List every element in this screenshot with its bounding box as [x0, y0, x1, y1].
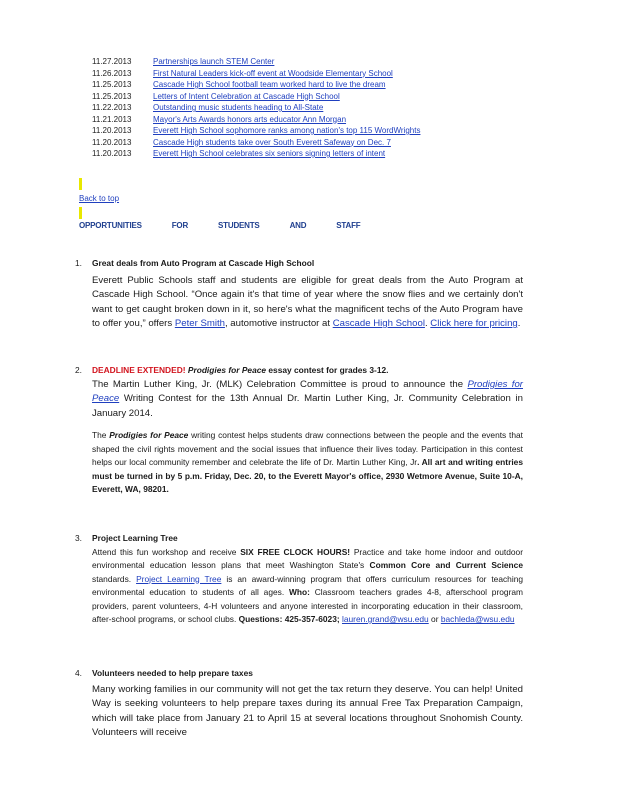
- heading-word: AND: [289, 221, 307, 230]
- text: .: [424, 318, 431, 329]
- peter-smith-link[interactable]: Peter Smith: [174, 318, 225, 329]
- item-number: 3.: [75, 533, 82, 543]
- item-paragraph: [92, 546, 523, 627]
- news-date: 11.20.2013: [92, 149, 132, 158]
- section-heading: [79, 221, 390, 230]
- title-text: essay contest for grades 3-12.: [266, 365, 389, 375]
- news-row: [92, 79, 420, 91]
- news-row: [92, 91, 420, 103]
- news-date: 11.20.2013: [92, 137, 132, 147]
- news-date: 11.25.2013: [92, 91, 132, 101]
- news-link[interactable]: Outstanding music students heading to All-State: [153, 103, 324, 112]
- news-link[interactable]: Cascade High School football team worked hard to live the dream: [153, 80, 386, 89]
- item-paragraph: [92, 429, 523, 497]
- text: 425-357-6023;: [282, 614, 340, 624]
- opportunity-item: [75, 667, 523, 741]
- contest-name: Prodigies for Peace: [109, 430, 189, 440]
- heading-word: STUDENTS: [218, 221, 260, 230]
- news-link[interactable]: Letters of Intent Celebration at Cascade High School: [153, 91, 340, 101]
- news-row: [92, 114, 420, 126]
- text: The: [92, 430, 110, 440]
- text: SIX FREE CLOCK HOURS!: [240, 546, 351, 557]
- news-date: 11.20.2013: [92, 126, 132, 135]
- item-title: Project Learning Tree: [92, 533, 178, 543]
- heading-word: STAFF: [336, 221, 361, 230]
- text: writing contest helps students draw connections between the people and the events that shaped the civil rights movement and the social issues that influence their lives today. Participation in this contest helps our local community remember and celebrate the life of Dr. Martin Luther King, Jr: [92, 430, 523, 467]
- opportunity-item: [75, 364, 523, 497]
- deadline-details: . All art and writing entries must be turned in by 5 p.m. Friday, Dec. 20, to the Everett Mayor's office, 2930 Wetmore Avenue, Suite 10-A, Everett, WA, 98201.: [92, 457, 523, 494]
- email-link-lauren[interactable]: lauren.grand@wsu.edu: [341, 614, 429, 624]
- heading-word: OPPORTUNITIES: [79, 221, 142, 230]
- news-date: 11.26.2013: [92, 68, 132, 78]
- opportunity-item: [75, 532, 523, 627]
- item-paragraph: [92, 274, 523, 332]
- item-number: 1.: [75, 258, 82, 268]
- item-title: Volunteers needed to help prepare taxes: [92, 668, 253, 678]
- highlight-marker: [79, 178, 82, 190]
- news-date: 11.21.2013: [92, 114, 132, 124]
- news-date: 11.22.2013: [92, 103, 132, 112]
- deadline-label: DEADLINE EXTENDED!: [92, 365, 186, 375]
- text: Writing Contest for the 13th Annual Dr. Martin Luther King, Jr. Community Celebration in January 2014.: [92, 393, 523, 419]
- news-row: [92, 125, 420, 137]
- heading-word: FOR: [171, 221, 189, 230]
- item-title: Great deals from Auto Program at Cascade High School: [92, 258, 315, 268]
- text: , automotive instructor at: [224, 318, 333, 329]
- text: Who:: [288, 587, 310, 597]
- text: Classroom teachers grades 4-8, afterschool program providers, parent volunteers, 4-H volunteers and anyone interested in incorporating education in their classroom, after-school programs, or school clubs.: [92, 587, 523, 624]
- text: Practice and take home indoor and outdoor environmental education lesson plans that meet Washington State's: [92, 546, 523, 570]
- news-row: [92, 68, 420, 80]
- news-link[interactable]: First Natural Leaders kick-off event at Woodside Elementary School: [153, 68, 393, 78]
- text: standards.: [92, 573, 137, 584]
- opportunity-item: [75, 257, 523, 332]
- contest-name: Prodigies for Peace: [187, 365, 267, 375]
- text: Everett Public Schools staff and students are eligible for great deals from the Auto Program at Cascade High School. “Once again it's that time of year where the snow flies and we certainly don't want to get caught broken down in it, so here's what the magnificent techs of the Auto Program have to offer you,” offers: [92, 274, 523, 329]
- news-link[interactable]: Everett High School celebrates six seniors signing letters of intent: [153, 149, 386, 158]
- news-date: 11.27.2013: [92, 57, 132, 66]
- news-row: [92, 148, 420, 160]
- news-list: [92, 56, 420, 160]
- pricing-link[interactable]: Click here for pricing: [430, 318, 518, 329]
- text: Questions:: [238, 614, 283, 624]
- item-number: 4.: [75, 668, 82, 678]
- text: or: [428, 614, 441, 624]
- news-link[interactable]: Partnerships launch STEM Center: [153, 57, 275, 66]
- text: .: [517, 318, 521, 329]
- news-link[interactable]: Cascade High students take over South Everett Safeway on Dec. 7: [153, 137, 391, 147]
- news-link[interactable]: Everett High School sophomore ranks among nation's top 115 WordWrights: [153, 126, 421, 135]
- prodigies-for-peace-link[interactable]: Prodigies for Peace: [92, 378, 523, 404]
- text: Attend this fun workshop and receive: [92, 546, 241, 557]
- news-row: [92, 56, 420, 68]
- item-number: 2.: [75, 365, 82, 375]
- item-title: [92, 364, 523, 378]
- item-paragraph: [92, 378, 523, 422]
- text: is an award-winning program that offers curriculum resources for teaching environmental education to students of all ages.: [92, 573, 524, 597]
- news-row: [92, 102, 420, 114]
- news-row: [92, 137, 420, 149]
- item-paragraph: Many working families in our community will not get the tax return they deserve. You can help! United Way is seeking volunteers to help prepare taxes during its annual Free Tax Preparation Campaign, which will take place from January 21 to April 15 at several locations throughout Snohomish County. Volunteers will receive: [92, 683, 523, 738]
- news-link[interactable]: Mayor's Arts Awards honors arts educator Ann Morgan: [153, 114, 347, 124]
- highlight-marker: [79, 207, 82, 219]
- cascade-high-school-link[interactable]: Cascade High School: [332, 318, 425, 329]
- back-to-top-link[interactable]: Back to top: [79, 194, 120, 203]
- back-to-top-link-wrap: [79, 194, 119, 203]
- email-link-bachleda[interactable]: bachleda@wsu.edu: [440, 614, 515, 624]
- news-date: 11.25.2013: [92, 80, 132, 89]
- text: The Martin Luther King, Jr. (MLK) Celebration Committee is proud to announce the: [92, 378, 468, 390]
- text: Common Core and Current Science: [369, 560, 523, 570]
- project-learning-tree-link[interactable]: Project Learning Tree: [136, 573, 222, 584]
